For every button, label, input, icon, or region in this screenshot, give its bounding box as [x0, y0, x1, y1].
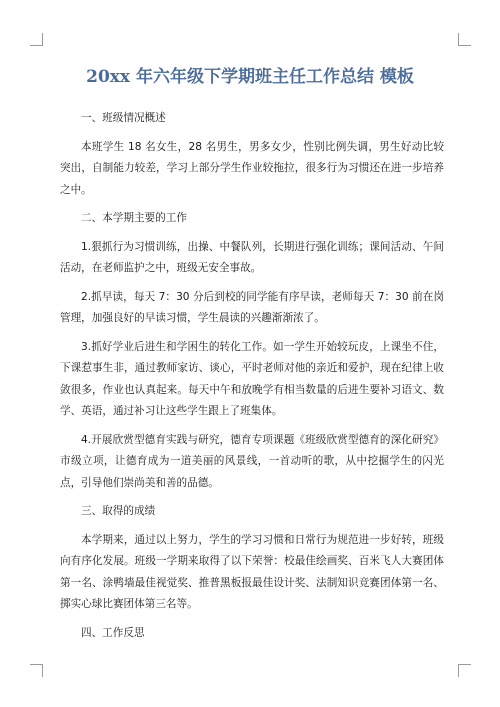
document-title: 20xx 年六年级下学期班主任工作总结 模板 — [86, 67, 414, 87]
section-heading-achievements: 三、取得的成绩 — [81, 505, 156, 517]
document-body — [60, 108, 444, 651]
crop-mark-top-left — [30, 33, 43, 46]
crop-mark-bottom-right — [458, 664, 471, 677]
section-heading-reflection: 四、工作反思 — [81, 626, 145, 639]
paragraph: 3.抓好学业后进生和学困生的转化工作。如一学生开始较玩皮，上课坐不住，下课惹事生非，通过教师家访、谈心，平时老师对他的亲近和爱护，现在纪律上收敛很多，作业也认真起来。每天中午和放晚学有相当数量的后进生要补习语文、数学、英语，通过补习让这些学生跟上了班集体。 — [60, 340, 444, 417]
paragraph: 2.抓早读，每天 7：30 分后到校的同学能有序早读，老师每天 7：30 前在岗管理，加强良好的早读习惯，学生晨读的兴趣渐渐浓了。 — [60, 290, 444, 324]
crop-mark-top-right — [458, 33, 471, 46]
paragraph: 本学期来，通过以上努力，学生的学习习惯和日常行为规范进一步好转，班级向有序化发展。班级一学期来取得了以下荣誉：校最佳绘画奖、百米飞人大赛团体第一名、涂鸭墙最佳视觉奖、推普黑板报最佳设计奖、法制知识竞赛团体第一名、掷实心球比赛团体第三名等。 — [60, 533, 444, 610]
section-heading-overview: 一、班级情况概述 — [81, 112, 166, 124]
crop-mark-bottom-left — [30, 664, 43, 677]
paragraph: 1.狠抓行为习惯训练，出操、中餐队列，长期进行强化训练；课间活动、午间活动，在老师监护之中，班级无安全事故。 — [60, 240, 444, 274]
section-heading-main-work: 二、本学期主要的工作 — [81, 212, 187, 224]
paragraph: 4.开展欣赏型德育实践与研究，德育专项课题《班级欣赏型德育的深化研究》市级立项，让德育成为一道美丽的风景线，一首动听的歌，从中挖掘学生的闪光点，引导他们崇尚美和善的品德。 — [60, 433, 444, 489]
paragraph: 本班学生 18 名女生，28 名男生，男多女少，性别比例失调，男生好动比较突出，自制能力较差，学习上部分学生作业较拖拉，很多行为习惯还在进一步培养之中。 — [60, 140, 444, 196]
